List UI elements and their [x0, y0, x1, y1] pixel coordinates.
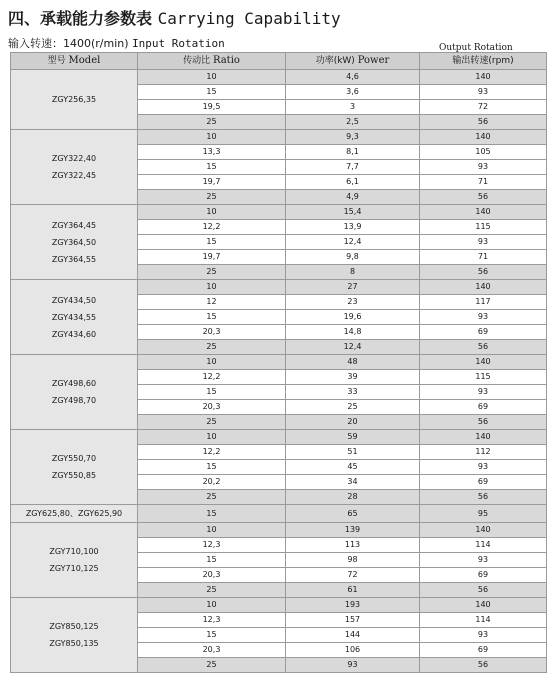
- speed-cell: 115: [420, 220, 547, 235]
- speed-cell: 72: [420, 100, 547, 115]
- ratio-cell: 25: [138, 190, 286, 205]
- title-cn: 四、承载能力参数表: [8, 9, 153, 28]
- power-cell: 15,4: [286, 205, 420, 220]
- page-title: [8, 6, 341, 29]
- speed-cell: 56: [420, 265, 547, 280]
- power-cell: 144: [286, 628, 420, 643]
- power-cell: 113: [286, 538, 420, 553]
- speed-cell: 69: [420, 475, 547, 490]
- model-cell: [11, 505, 138, 523]
- ratio-cell: 15: [138, 310, 286, 325]
- ratio-cell: 10: [138, 355, 286, 370]
- model-name: ZGY364,50: [51, 237, 97, 247]
- speed-cell: 95: [420, 505, 547, 523]
- speed-cell: 71: [420, 250, 547, 265]
- power-cell: 2,5: [286, 115, 420, 130]
- speed-cell: 69: [420, 400, 547, 415]
- speed-cell: 56: [420, 658, 547, 673]
- ratio-cell: 15: [138, 85, 286, 100]
- header-power-cn: 功率(kW): [315, 56, 355, 66]
- model-cell: [11, 355, 138, 430]
- speed-cell: 93: [420, 235, 547, 250]
- ratio-cell: 19,5: [138, 100, 286, 115]
- ratio-cell: 12,2: [138, 220, 286, 235]
- power-cell: 4,6: [286, 70, 420, 85]
- model-name: ZGY550,85: [51, 471, 97, 480]
- power-cell: 157: [286, 613, 420, 628]
- power-cell: 51: [286, 445, 420, 460]
- ratio-cell: 12,3: [138, 613, 286, 628]
- ratio-cell: 10: [138, 598, 286, 613]
- power-cell: 72: [286, 568, 420, 583]
- ratio-cell: 20,3: [138, 568, 286, 583]
- speed-cell: 56: [420, 340, 547, 355]
- speed-cell: 140: [420, 523, 547, 538]
- power-cell: 45: [286, 460, 420, 475]
- speed-cell: 93: [420, 85, 547, 100]
- power-cell: 9,8: [286, 250, 420, 265]
- ratio-cell: 15: [138, 235, 286, 250]
- speed-cell: 56: [420, 190, 547, 205]
- model-name: ZGY434,60: [51, 329, 97, 339]
- table-row: [11, 430, 547, 445]
- speed-cell: 56: [420, 583, 547, 598]
- table-row: [11, 505, 547, 523]
- power-cell: 19,6: [286, 310, 420, 325]
- header-ratio: [138, 53, 286, 70]
- header-speed: [420, 53, 547, 70]
- capability-table: [10, 52, 547, 673]
- power-cell: 14,8: [286, 325, 420, 340]
- power-cell: 9,3: [286, 130, 420, 145]
- ratio-cell: 25: [138, 340, 286, 355]
- speed-cell: 69: [420, 643, 547, 658]
- model-name: ZGY625,80、ZGY625,90: [25, 509, 123, 518]
- ratio-cell: 19,7: [138, 250, 286, 265]
- power-cell: 12,4: [286, 235, 420, 250]
- model-name: ZGY322,40: [51, 154, 97, 163]
- model-name: ZGY256,35: [51, 95, 97, 104]
- power-cell: 13,9: [286, 220, 420, 235]
- ratio-cell: 25: [138, 583, 286, 598]
- model-name: ZGY550,70: [51, 454, 97, 463]
- speed-cell: 56: [420, 115, 547, 130]
- power-cell: 4,9: [286, 190, 420, 205]
- speed-cell: 93: [420, 553, 547, 568]
- speed-cell: 140: [420, 355, 547, 370]
- speed-cell: 93: [420, 160, 547, 175]
- model-name: ZGY434,50: [51, 295, 97, 305]
- ratio-cell: 13,3: [138, 145, 286, 160]
- speed-cell: 117: [420, 295, 547, 310]
- input-rotation: [8, 35, 225, 51]
- power-cell: 39: [286, 370, 420, 385]
- ratio-cell: 15: [138, 553, 286, 568]
- header-speed-cn: 输出转速(rpm): [452, 55, 514, 66]
- speed-cell: 140: [420, 130, 547, 145]
- table-row: [11, 355, 547, 370]
- ratio-cell: 20,3: [138, 325, 286, 340]
- model-name: ZGY364,45: [51, 220, 97, 230]
- speed-cell: 140: [420, 70, 547, 85]
- header-model-en: Model: [68, 55, 101, 66]
- power-cell: 48: [286, 355, 420, 370]
- speed-cell: 115: [420, 370, 547, 385]
- speed-cell: 93: [420, 460, 547, 475]
- table-body: [11, 70, 547, 673]
- ratio-cell: 20,2: [138, 475, 286, 490]
- ratio-cell: 10: [138, 280, 286, 295]
- title-en: Carrying Capability: [157, 9, 341, 28]
- power-cell: 20: [286, 415, 420, 430]
- ratio-cell: 15: [138, 460, 286, 475]
- ratio-cell: 10: [138, 430, 286, 445]
- speed-cell: 112: [420, 445, 547, 460]
- ratio-cell: 25: [138, 658, 286, 673]
- speed-cell: 93: [420, 385, 547, 400]
- ratio-cell: 10: [138, 70, 286, 85]
- header-model-cn: 型号: [47, 56, 66, 66]
- power-cell: 3: [286, 100, 420, 115]
- ratio-cell: 19,7: [138, 175, 286, 190]
- ratio-cell: 25: [138, 415, 286, 430]
- speed-cell: 93: [420, 628, 547, 643]
- ratio-cell: 15: [138, 160, 286, 175]
- ratio-cell: 12: [138, 295, 286, 310]
- power-cell: 3,6: [286, 85, 420, 100]
- table-row: [11, 205, 547, 220]
- power-cell: 6,1: [286, 175, 420, 190]
- speed-cell: 114: [420, 538, 547, 553]
- table-row: [11, 280, 547, 295]
- ratio-cell: 25: [138, 115, 286, 130]
- model-name: ZGY850,125: [49, 622, 99, 631]
- power-cell: 65: [286, 505, 420, 523]
- power-cell: 23: [286, 295, 420, 310]
- model-name: ZGY322,45: [51, 171, 97, 180]
- header-ratio-cn: 传动比: [183, 56, 211, 66]
- model-cell: [11, 523, 138, 598]
- speed-cell: 56: [420, 490, 547, 505]
- table-row: [11, 523, 547, 538]
- ratio-cell: 10: [138, 523, 286, 538]
- header-model: [11, 53, 138, 70]
- power-cell: 8,1: [286, 145, 420, 160]
- table-row: [11, 130, 547, 145]
- power-cell: 139: [286, 523, 420, 538]
- speed-cell: 140: [420, 430, 547, 445]
- ratio-cell: 15: [138, 628, 286, 643]
- power-cell: 93: [286, 658, 420, 673]
- power-cell: 8: [286, 265, 420, 280]
- model-name: ZGY498,70: [51, 396, 97, 405]
- ratio-cell: 25: [138, 265, 286, 280]
- power-cell: 25: [286, 400, 420, 415]
- ratio-cell: 10: [138, 205, 286, 220]
- ratio-cell: 12,3: [138, 538, 286, 553]
- speed-cell: 105: [420, 145, 547, 160]
- ratio-cell: 12,2: [138, 370, 286, 385]
- ratio-cell: 15: [138, 505, 286, 523]
- power-cell: 28: [286, 490, 420, 505]
- power-cell: 106: [286, 643, 420, 658]
- model-cell: [11, 280, 138, 355]
- model-name: ZGY434,55: [51, 312, 97, 322]
- model-name: ZGY710,100: [49, 547, 99, 556]
- ratio-cell: 12,2: [138, 445, 286, 460]
- speed-cell: 56: [420, 415, 547, 430]
- speed-cell: 69: [420, 325, 547, 340]
- power-cell: 33: [286, 385, 420, 400]
- power-cell: 59: [286, 430, 420, 445]
- model-name: ZGY498,60: [51, 379, 97, 388]
- header-ratio-en: Ratio: [212, 55, 240, 66]
- model-name: ZGY364,55: [51, 254, 97, 264]
- ratio-cell: 15: [138, 385, 286, 400]
- ratio-cell: 20,3: [138, 400, 286, 415]
- power-cell: 7,7: [286, 160, 420, 175]
- ratio-cell: 10: [138, 130, 286, 145]
- model-cell: [11, 70, 138, 130]
- ratio-cell: 20,3: [138, 643, 286, 658]
- input-rotation-cn: 输入转速：1400(r/min): [8, 37, 129, 50]
- speed-cell: 71: [420, 175, 547, 190]
- table-row: [11, 598, 547, 613]
- speed-cell: 93: [420, 310, 547, 325]
- model-name: ZGY710,125: [49, 564, 99, 573]
- power-cell: 193: [286, 598, 420, 613]
- speed-cell: 69: [420, 568, 547, 583]
- power-cell: 27: [286, 280, 420, 295]
- header-power: [286, 53, 420, 70]
- model-cell: [11, 598, 138, 673]
- speed-cell: 140: [420, 205, 547, 220]
- header-power-en: Power: [357, 55, 390, 66]
- power-cell: 98: [286, 553, 420, 568]
- input-rotation-en: Input Rotation: [132, 37, 225, 50]
- speed-cell: 140: [420, 598, 547, 613]
- model-name: ZGY850,135: [49, 639, 99, 648]
- table-header-row: [11, 53, 547, 70]
- speed-cell: 140: [420, 280, 547, 295]
- output-rotation-note: Output Rotation: [439, 43, 513, 53]
- table-row: [11, 70, 547, 85]
- model-cell: [11, 205, 138, 280]
- power-cell: 34: [286, 475, 420, 490]
- speed-cell: 114: [420, 613, 547, 628]
- model-cell: [11, 130, 138, 205]
- power-cell: 12,4: [286, 340, 420, 355]
- power-cell: 61: [286, 583, 420, 598]
- ratio-cell: 25: [138, 490, 286, 505]
- model-cell: [11, 430, 138, 505]
